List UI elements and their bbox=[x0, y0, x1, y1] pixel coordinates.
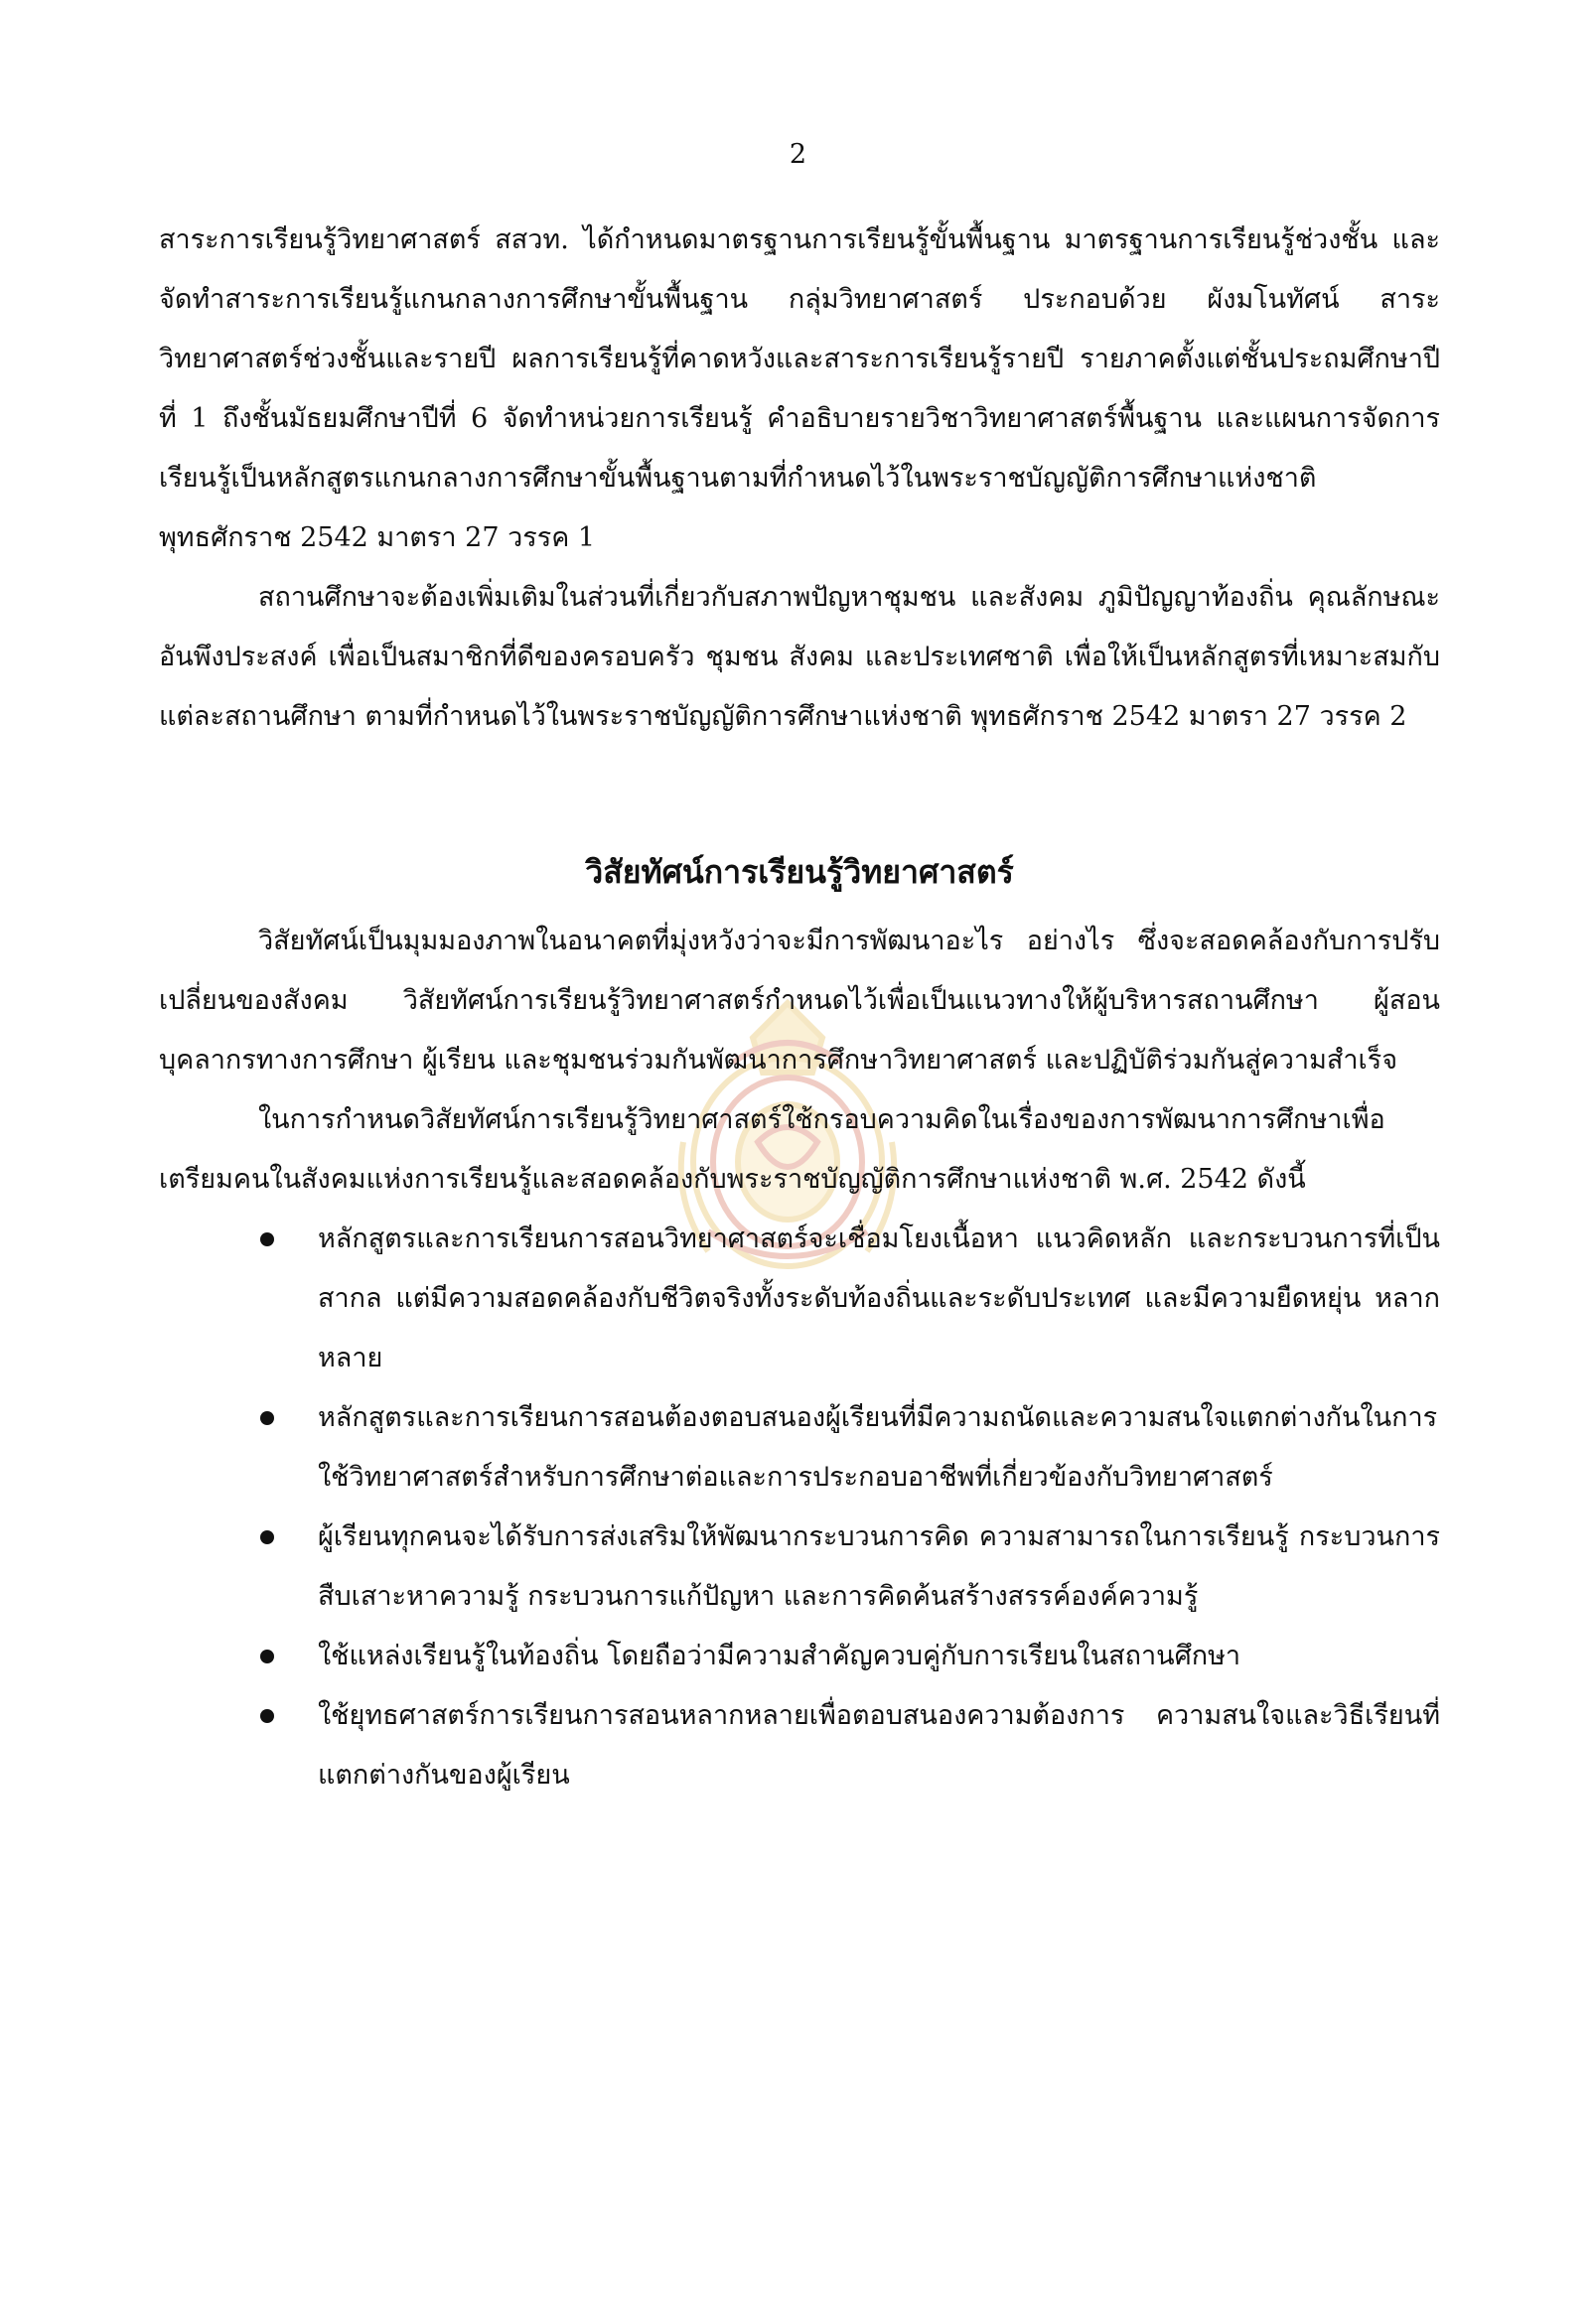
bullet-icon bbox=[260, 1709, 274, 1723]
bullet-icon bbox=[260, 1650, 274, 1663]
list-item bbox=[159, 1508, 1440, 1627]
bullet-text: ผู้เรียนทุกคนจะได้รับการส่งเสริมให้พัฒนากระบวนการคิด ความสามารถในการเรียนรู้ กระบวนการสืบเสาะหาความรู้ กระบวนการแก้ปัญหา และการคิดค้นสร้างสรรค์องค์ความรู้ bbox=[318, 1521, 1440, 1612]
list-item bbox=[159, 1627, 1440, 1686]
list-item bbox=[159, 1210, 1440, 1388]
section-title: วิสัยทัศน์การเรียนรู้วิทยาศาสตร์ bbox=[585, 853, 1014, 891]
bullet-text: หลักสูตรและการเรียนการสอนวิทยาศาสตร์จะเชื่อมโยงเนื้อหา แนวคิดหลัก และกระบวนการที่เป็นสากล แต่มีความสอดคล้องกับชีวิตจริงทั้งระดับท้องถิ่นและระดับประเทศ และมีความยืดหยุ่น หลากหลาย bbox=[318, 1223, 1440, 1373]
section-paragraph-1: วิสัยทัศน์เป็นมุมมองภาพในอนาคตที่มุ่งหวังว่าจะมีการพัฒนาอะไร อย่างไร ซึ่งจะสอดคล้องกับการปรับเปลี่ยนของสังคม วิสัยทัศน์การเรียนรู้วิทยาศาสตร์กำหนดไว้เพื่อเป็นแนวทางให้ผู้บริหารสถานศึกษา ผู้สอน บุคลากรทางการศึกษา ผู้เรียน และชุมชนร่วมกันพัฒนาการศึกษาวิทยาศาสตร์ และปฏิบัติร่วมกันสู่ความสำเร็จ bbox=[159, 926, 1440, 1076]
vision-bullet-list bbox=[159, 1210, 1440, 1805]
intro-paragraph-2: สถานศึกษาจะต้องเพิ่มเติมในส่วนที่เกี่ยวกับสภาพปัญหาชุมชน และสังคม ภูมิปัญญาท้องถิ่น คุณลักษณะอันพึงประสงค์ เพื่อเป็นสมาชิกที่ดีของครอบครัว ชุมชน สังคม และประเทศชาติ เพื่อให้เป็นหลักสูตรที่เหมาะสมกับแต่ละสถานศึกษา ตามที่กำหนดไว้ในพระราชบัญญัติการศึกษาแห่งชาติ พุทธศักราช 2542 มาตรา 27 วรรค 2 bbox=[159, 582, 1440, 732]
bullet-icon bbox=[260, 1530, 274, 1544]
bullet-icon bbox=[260, 1232, 274, 1246]
intro-paragraph-1: สาระการเรียนรู้วิทยาศาสตร์ สสวท. ได้กำหนดมาตรฐานการเรียนรู้ขั้นพื้นฐาน มาตรฐานการเรียนรู้ช่วงชั้น และจัดทำสาระการเรียนรู้แกนกลางการศึกษาขั้นพื้นฐาน กลุ่มวิทยาศาสตร์ ประกอบด้วย ผังมโนทัศน์ สาระวิทยาศาสตร์ช่วงชั้นและรายปี ผลการเรียนรู้ที่คาดหวังและสาระการเรียนรู้รายปี รายภาคตั้งแต่ชั้นประถมศึกษาปีที่ 1 ถึงชั้นมัธยมศึกษาปีที่ 6 จัดทำหน่วยการเรียนรู้ คำอธิบายรายวิชาวิทยาศาสตร์พื้นฐาน และแผนการจัดการเรียนรู้เป็นหลักสูตรแกนกลางการศึกษาขั้นพื้นฐานตามที่กำหนดไว้ในพระราชบัญญัติการศึกษาแห่งชาติ พุทธศักราช 2542 มาตรา 27 วรรค 1 bbox=[159, 224, 1440, 553]
bullet-text: ใช้แหล่งเรียนรู้ในท้องถิ่น โดยถือว่ามีความสำคัญควบคู่กับการเรียนในสถานศึกษา bbox=[318, 1641, 1241, 1671]
bullet-icon bbox=[260, 1411, 274, 1425]
section-paragraph-2: ในการกำหนดวิสัยทัศน์การเรียนรู้วิทยาศาสตร์ใช้กรอบความคิดในเรื่องของการพัฒนาการศึกษาเพื่อเตรียมคนในสังคมแห่งการเรียนรู้และสอดคล้องกับพระราชบัญญัติการศึกษาแห่งชาติ พ.ศ. 2542 ดังนี้ bbox=[159, 1104, 1385, 1195]
bullet-text: หลักสูตรและการเรียนการสอนต้องตอบสนองผู้เรียนที่มีความถนัดและความสนใจแตกต่างกันในการใช้วิทยาศาสตร์สำหรับการศึกษาต่อและการประกอบอาชีพที่เกี่ยวข้องกับวิทยาศาสตร์ bbox=[318, 1402, 1438, 1493]
bullet-text: ใช้ยุทธศาสตร์การเรียนการสอนหลากหลายเพื่อตอบสนองความต้องการ ความสนใจและวิธีเรียนที่แตกต่างกันของผู้เรียน bbox=[318, 1700, 1440, 1791]
page-content bbox=[159, 211, 1440, 1805]
list-item bbox=[159, 1686, 1440, 1805]
page-number: 2 bbox=[789, 139, 807, 170]
list-item bbox=[159, 1388, 1440, 1508]
